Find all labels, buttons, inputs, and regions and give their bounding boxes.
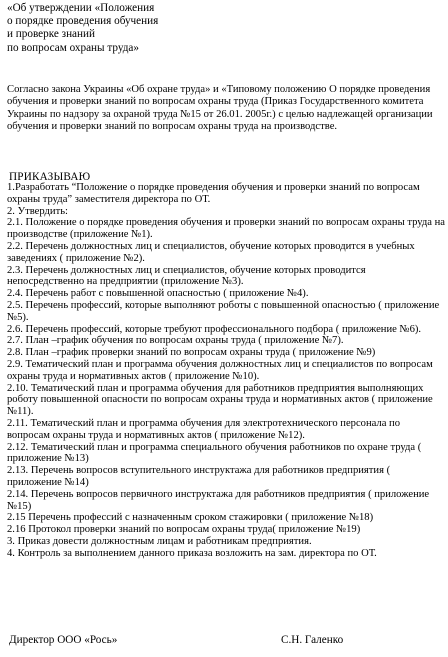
order-item: 2.6. Перечень профессий, которые требуют профессионального подбора ( приложение №6).: [7, 323, 422, 335]
order-items: [7, 182, 445, 560]
title-line: о порядке проведения обучения: [7, 15, 159, 28]
order-item: 2.10. Тематический план и программа обучения для работников предприятия выполняющих роботу повышенной опасности по вопросам охраны труда и нормативных актов ( приложение №11).: [7, 382, 433, 418]
title-line: и проверке знаний: [7, 28, 95, 41]
order-item: 4. Контроль за выполнением данного приказа возложить на зам. директора по ОТ.: [7, 547, 377, 559]
order-item: 3. Приказ довести должностным лицам и работникам предприятия.: [7, 535, 312, 547]
order-item: 2.1. Положение о порядке проведения обучения и проверки знаний по вопросам охраны труда на производстве (приложение №1).: [7, 217, 445, 241]
order-item: 2.4. Перечень работ с повышенной опасностью ( приложение №4).: [7, 288, 309, 300]
order-item: 2. Утвердить:: [7, 205, 68, 217]
order-item: 2.7. План –график обучения по вопросам охраны труда ( приложение №7).: [7, 335, 344, 347]
title-line: по вопросам охраны труда»: [7, 41, 139, 54]
order-item: 2.14. Перечень вопросов первичного инструктажа для работников предприятия ( приложение №15): [7, 488, 430, 512]
order-item: 2.9. Тематический план и программа обучения должностных лиц и специалистов по вопросам охраны труда и нормативных актов ( приложение №10).: [7, 358, 433, 382]
order-item: 2.5. Перечень профессий, которые выполняют роботы с повышенной опасностью ( приложение №5).: [7, 299, 440, 323]
signature-name: С.Н. Галенко: [281, 634, 344, 646]
order-heading: ПРИКАЗЫВАЮ: [9, 171, 91, 183]
order-item: 2.11. Тематический план и программа обучения для электротехнического персонала по вопросам охраны труда и нормативных актов ( приложение №12).: [7, 417, 401, 441]
order-item: 2.8. План –график проверки знаний по вопросам охраны труда ( приложение №9): [7, 347, 376, 359]
title-line: «Об утверждении «Положения: [7, 2, 155, 14]
order-item: 2.15 Перечень профессий с назначенным сроком стажировки ( приложение №18): [7, 512, 374, 524]
order-item: 2.16 Протокол проверки знаний по вопросам охраны труда( приложение №19): [7, 524, 361, 536]
order-title: [7, 2, 158, 55]
order-item: 2.12. Тематический план и программа специального обучения работников по охране труда ( приложение №13): [7, 441, 422, 465]
order-item: 2.2. Перечень должностных лиц и специалистов, обучение которых проводится в учебных заведениях ( приложение №2).: [7, 240, 415, 264]
order-item: 1.Разработать “Положение о порядке проведения обучения и проверки знаний по вопросам охраны труда” заместителя директора по ОТ.: [7, 182, 420, 205]
intro-paragraph: Согласно закона Украины «Об охране труда» и «Типовому положению О порядке проведения обучения и проверки знаний по вопросам охраны труда (Приказ Государственного комитета Украины по надзору за охраной труда №15 от 26.01. 2005г.) с целью надлежащей организации обучения и проверки знаний по вопросам охраны труда на производстве.: [7, 84, 433, 133]
signature-position: Директор ООО «Рось»: [9, 634, 118, 646]
order-item: 2.13. Перечень вопросов вступительного инструктажа для работников предприятия ( приложение №14): [7, 465, 391, 488]
order-item: 2.3. Перечень должностных лиц и специалистов, обучение которых проводится непосредственно на предприятии (приложение №3).: [7, 264, 366, 288]
